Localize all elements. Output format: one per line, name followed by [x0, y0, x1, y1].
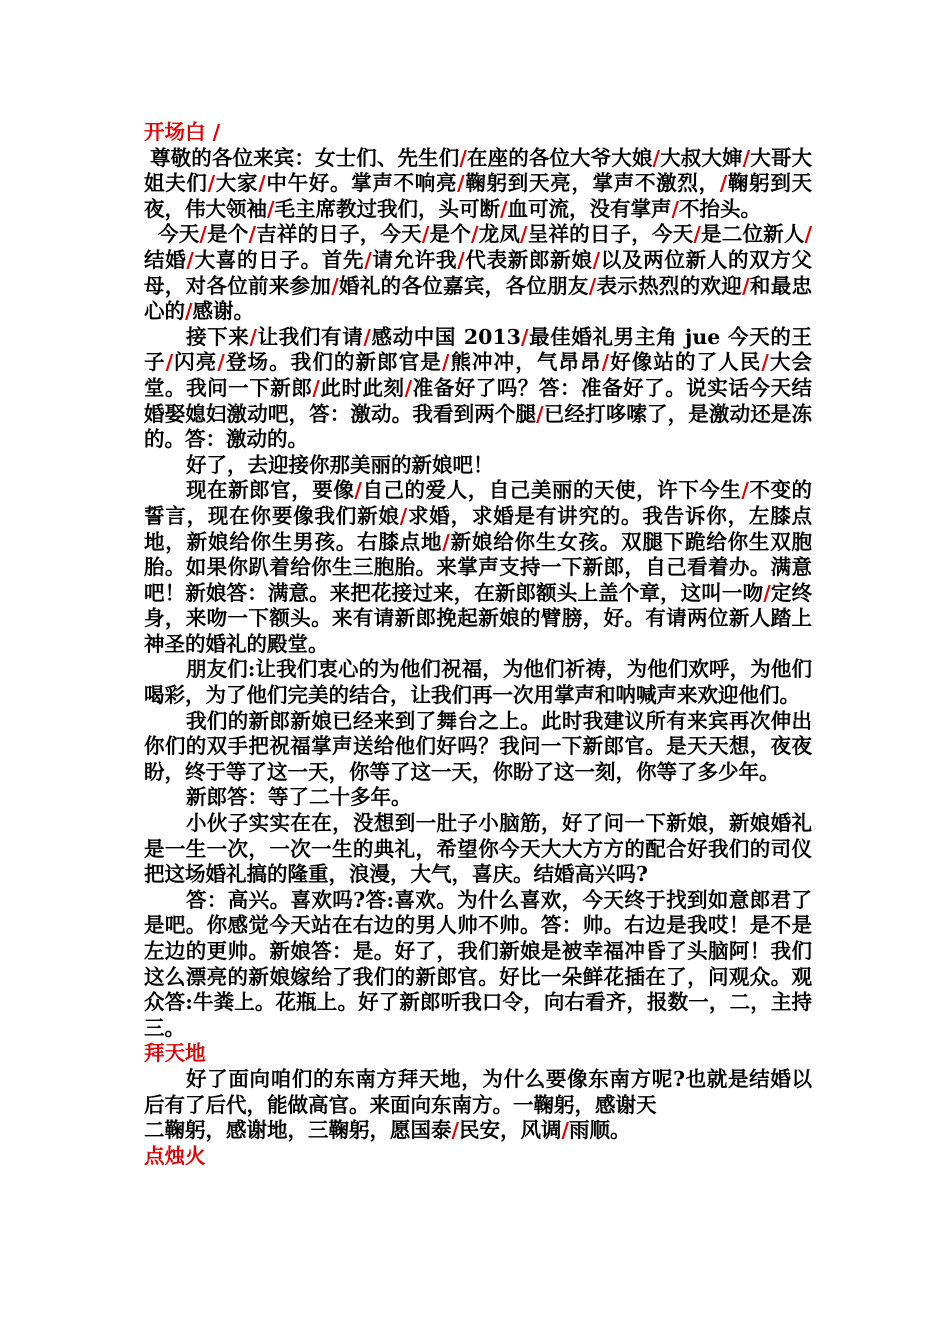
paragraph: 好了，去迎接你那美丽的新娘吧！: [186, 452, 494, 477]
paragraph: 好了面向咱们的东南方拜天地，为什么要像东南方呢?也就是结婚以后有了后代，能做高官。来面向东南方。一鞠躬，感谢天: [144, 1066, 812, 1117]
slash-separator: /: [457, 171, 465, 196]
slash-separator: /: [592, 247, 601, 272]
slash-separator: /: [520, 324, 529, 349]
slash-separator: /: [459, 145, 467, 170]
slash-separator: /: [364, 247, 372, 272]
slash-separator: /: [312, 375, 320, 400]
slash-separator: /: [742, 273, 750, 298]
slash-separator: /: [719, 171, 728, 196]
paragraph: 小伙子实实在在，没想到一肚子小脑筋，好了问一下新娘，新娘婚礼是一生一次，一次一生的典礼，希望你今天大大方方的配合好我们的司仪把这场婚礼搞的隆重，浪漫，大气，喜庆。结婚高兴吗?: [144, 811, 812, 887]
slash-separator: /: [399, 503, 408, 528]
slash-separator: /: [763, 580, 771, 605]
paragraph: 接下来/让我们有请/感动中国 2013/最佳婚礼男主角 jue 今天的王子/闪亮/登场。我们的新郎官是/熊冲冲，气昂昂/好像站的了人民/大会堂。我问一下新郎/此时此刻/准备好了吗？答：准备好了。说实话今天结婚娶媳妇激动吧，答：激动。我看到两个腿/已经打哆嗦了，是激动还是冻的。答：激动的。: [144, 324, 813, 452]
slash-separator: /: [742, 145, 751, 170]
slash-separator: /: [248, 222, 257, 247]
slash-separator: /: [421, 222, 430, 247]
slash-separator: /: [441, 350, 450, 375]
paragraph: 尊敬的各位来宾：女士们、先生们/在座的各位大爷大娘/大叔大婶/大哥大姐夫们/大家/中午好。掌声不响亮/鞠躬到天亮，掌声不激烈，/鞠躬到天夜，伟大领袖/毛主席教过我们，头可断/血可流，没有掌声/不抬头。: [144, 145, 813, 221]
slash-separator: /: [671, 196, 679, 221]
slash-separator: /: [185, 299, 193, 324]
slash-separator: /: [500, 196, 508, 221]
slash-separator: /: [536, 401, 544, 426]
slash-separator: /: [267, 196, 275, 221]
slash-separator: /: [249, 324, 257, 349]
paragraph: 答：高兴。喜欢吗?答:喜欢。为什么喜欢，今天终于找到如意郎君了是吧。你感觉今天站在右边的男人帅不帅。答：帅。右边是我哎！是不是左边的更帅。新娘答：是。好了，我们新娘是被幸福冲昏了头脑阿！我们这么漂亮的新娘嫁给了我们的新郎官。好比一朵鲜花插在了，问观众。观众答:牛粪上。花瓶上。好了新郎听我口令，向右看齐，报数一，二，主持三。: [144, 887, 812, 1040]
slash-separator: /: [588, 273, 597, 298]
paragraph: 我们的新郎新娘已经来到了舞台之上。此时我建议所有来宾再次伸出你们的双手把祝福掌声送给他们好吗？我问一下新郎官。是天天想，夜夜盼，终于等了这一天，你等了这一天，你盼了这一刻，你等了多少年。: [144, 708, 812, 784]
slash-separator: /: [520, 222, 528, 247]
slash-separator: /: [363, 324, 371, 349]
slash-separator: /: [199, 222, 207, 247]
document-page: [144, 120, 812, 1169]
slash-separator: /: [451, 1118, 459, 1143]
section-heading-candle: 点烛火: [144, 1143, 206, 1168]
slash-separator: /: [331, 273, 339, 298]
paragraph: 新郎答：等了二十多年。: [186, 785, 412, 810]
paragraph: 二鞠躬，感谢地，三鞠躬，愿国泰/民安，风调/雨顺。: [144, 1118, 631, 1143]
slash-separator: /: [601, 350, 610, 375]
slash-separator: /: [693, 222, 701, 247]
slash-separator: /: [804, 222, 813, 247]
section-heading-opening: 开场白 /: [144, 120, 221, 144]
slash-separator: /: [741, 478, 749, 503]
paragraph: 朋友们:让我们衷心的为他们祝福，为他们祈祷，为他们欢呼，为他们喝彩，为了他们完美的结合，让我们再一次用掌声和呐喊声来欢迎他们。: [144, 657, 812, 708]
slash-separator: /: [354, 478, 362, 503]
slash-separator: /: [442, 529, 450, 554]
slash-separator: /: [652, 145, 661, 170]
slash-separator: /: [217, 350, 225, 375]
slash-separator: /: [186, 247, 194, 272]
paragraph: 今天/是个/吉祥的日子，今天/是个/龙凤/呈祥的日子，今天/是二位新人/结婚/大喜的日子。首先/请允许我/代表新郎新娘/以及两位新人的双方父母，对各位前来参加/婚礼的各位嘉宾，各位朋友/表示热烈的欢迎/和最忠心的/感谢。: [144, 222, 813, 324]
paragraph: 现在新郎官，要像/自己的爱人，自己美丽的天使，许下今生/不变的誓言，现在你要像我们新娘/求婚，求婚是有讲究的。我告诉你，左膝点地，新娘给你生男孩。右膝点地/新娘给你生女孩。双腿下跪给你生双胞胎。如果你趴着给你生三胞胎。来掌声支持一下新郎，自己看着办。满意吧！新娘答：满意。来把花接过来，在新郎额头上盖个章，这叫一吻/定终身，来吻一下额头。来有请新郎挽起新娘的臂膀，好。有请两位新人踏上神圣的婚礼的殿堂。: [144, 478, 813, 656]
slash-separator: /: [561, 1118, 569, 1143]
slash-separator: /: [258, 171, 266, 196]
section-heading-bow: 拜天地: [144, 1041, 206, 1066]
slash-separator: /: [207, 171, 216, 196]
slash-separator: /: [470, 222, 479, 247]
slash-separator: /: [404, 375, 413, 400]
slash-separator: /: [457, 247, 465, 272]
slash-separator: /: [165, 350, 174, 375]
slash-separator: /: [761, 350, 769, 375]
